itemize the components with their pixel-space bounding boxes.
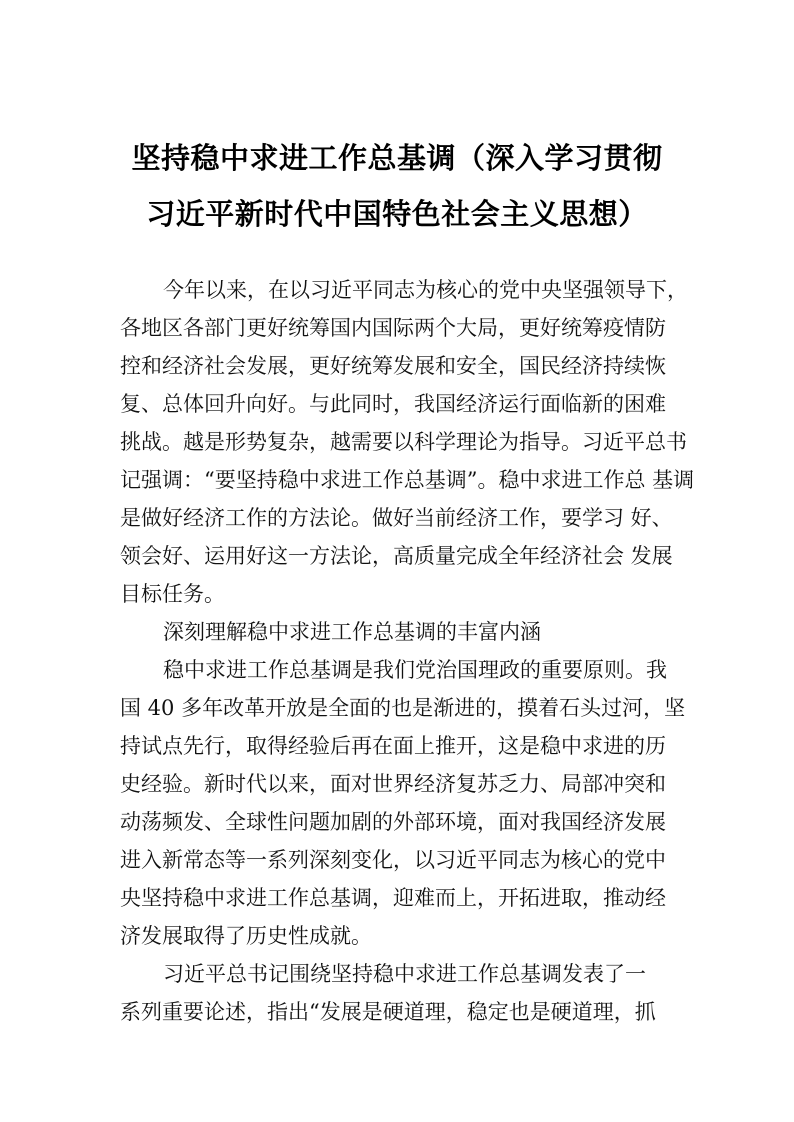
section-heading: 深刻理解稳中求进工作总基调的丰富内涵	[163, 620, 541, 644]
body-line-11: 稳中求进工作总基调是我们党治国理政的重要原则。我	[163, 658, 667, 682]
body-line-17: 央坚持稳中求进工作总基调，迎难而上，开拓进取，推动经	[120, 886, 666, 910]
title-line-2: 习近平新时代中国特色社会主义思想）	[146, 197, 648, 231]
body-line-16: 进入新常态等一系列深刻变化，以习近平同志为核心的党中	[120, 848, 666, 872]
body-line-15: 动荡频发、全球性问题加剧的外部环境，面对我国经济发展	[120, 810, 666, 834]
body-line-7: 是做好经济工作的方法论。做好当前经济工作，要学习 好、	[120, 506, 673, 530]
body-line-14: 史经验。新时代以来，面对世界经济复苏乏力、局部冲突和	[120, 772, 666, 796]
body-line-3: 控和经济社会发展，更好统筹发展和安全，国民经济持续恢	[120, 354, 666, 378]
body-line-19: 习近平总书记围绕坚持稳中求进工作总基调发表了一	[163, 962, 646, 986]
body-line-12: 国 40 多年改革开放是全面的也是渐进的，摸着石头过河，坚	[120, 696, 686, 720]
body-line-2: 各地区各部门更好统筹国内国际两个大局，更好统筹疫情防	[120, 316, 666, 340]
body-line-8: 领会好、运用好这一方法论，高质量完成全年经济社会 发展	[120, 544, 673, 568]
body-line-1: 今年以来，在以习近平同志为核心的党中央坚强领导下，	[163, 278, 688, 302]
body-line-4: 复、总体回升向好。与此同时，我国经济运行面临新的困难	[120, 392, 666, 416]
body-line-9: 目标任务。	[120, 582, 225, 606]
body-line-5: 挑战。越是形势复杂，越需要以科学理论为指导。习近平总书	[120, 430, 687, 454]
body-line-6: 记强调：“要坚持稳中求进工作总基调”。稳中求进工作总 基调	[120, 468, 695, 492]
body-line-18: 济发展取得了历史性成就。	[120, 924, 372, 948]
body-line-20: 系列重要论述，指出“发展是硬道理，稳定也是硬道理，抓	[120, 1000, 656, 1024]
title-line-1: 坚持稳中求进工作总基调（深入学习贯彻	[131, 141, 663, 175]
body-line-13: 持试点先行，取得经验后再在面上推开，这是稳中求进的历	[120, 734, 666, 758]
